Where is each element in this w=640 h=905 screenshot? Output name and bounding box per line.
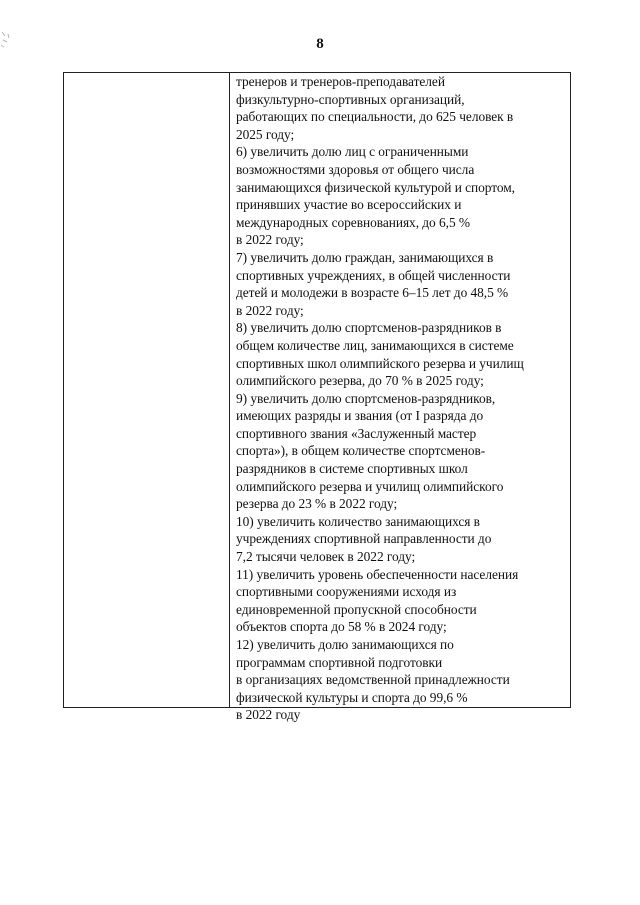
text-line: спорта»), в общем количестве спортсменов- [236,443,486,459]
text-line: международных соревнованиях, до 6,5 % [236,214,470,230]
text-line: физкультурно-спортивных организаций, [236,91,465,107]
text-line: тренеров и тренеров-преподавателей [236,74,445,89]
text-line: разрядников в системе спортивных школ [236,461,468,477]
text-line: 9) увеличить долю спортсменов-разрядников, [236,390,496,406]
text-line: спортивного звания «Заслуженный мастер [236,425,477,441]
table-right-cell [230,73,570,723]
text-line: 8) увеличить долю спортсменов-разрядников в [236,320,502,336]
text-line: 2025 году; [236,126,295,142]
text-line: 7,2 тысячи человек в 2022 году; [236,549,416,565]
text-line: 12) увеличить долю занимающихся по [236,637,454,652]
content-table [63,72,571,723]
text-line: единовременной пропускной способности [236,601,477,617]
text-line: резерва до 23 % в 2022 году; [236,496,398,512]
page-number: 8 [316,36,324,52]
text-line: занимающихся физической культурой и спортом, [236,179,515,195]
text-line: 10) увеличить количество занимающихся в [236,513,480,529]
text-line: спортивных школ олимпийского резерва и училищ [236,355,524,371]
text-line: возможностями здоровья от общего числа [236,161,475,177]
table-left-cell [64,73,230,707]
text-line: в 2022 году; [236,302,304,318]
text-line: 6) увеличить долю лиц с ограниченными [236,144,469,160]
text-line: 11) увеличить уровень обеспеченности населения [236,566,519,582]
text-line: спортивными сооружениями исходя из [236,584,457,600]
text-line: общем количестве лиц, занимающихся в системе [236,337,514,353]
text-line: работающих по специальности, до 625 человек в [236,109,514,125]
text-line: олимпийского резерва, до 70 % в 2025 году; [236,373,484,389]
text-line: спортивных учреждениях, в общей численности [236,267,511,283]
text-line: программам спортивной подготовки [236,654,443,670]
text-line: в 2022 году; [236,232,304,248]
text-line: физической культуры и спорта до 99,6 % [236,689,468,705]
text-line: в 2022 году [236,707,301,723]
text-line: имеющих разряды и звания (от I разряда до [236,408,484,424]
text-line: олимпийского резерва и училищ олимпийского [236,478,504,494]
text-line: учреждениях спортивной направленности до [236,531,492,547]
text-line: в организациях ведомственной принадлежности [236,672,510,688]
text-line: 7) увеличить долю граждан, занимающихся в [236,249,494,265]
text-line: принявших участие во всероссийских и [236,197,462,213]
text-line: детей и молодежи в возрасте 6–15 лет до 48,5 % [236,285,509,301]
text-line: объектов спорта до 58 % в 2024 году; [236,619,447,635]
